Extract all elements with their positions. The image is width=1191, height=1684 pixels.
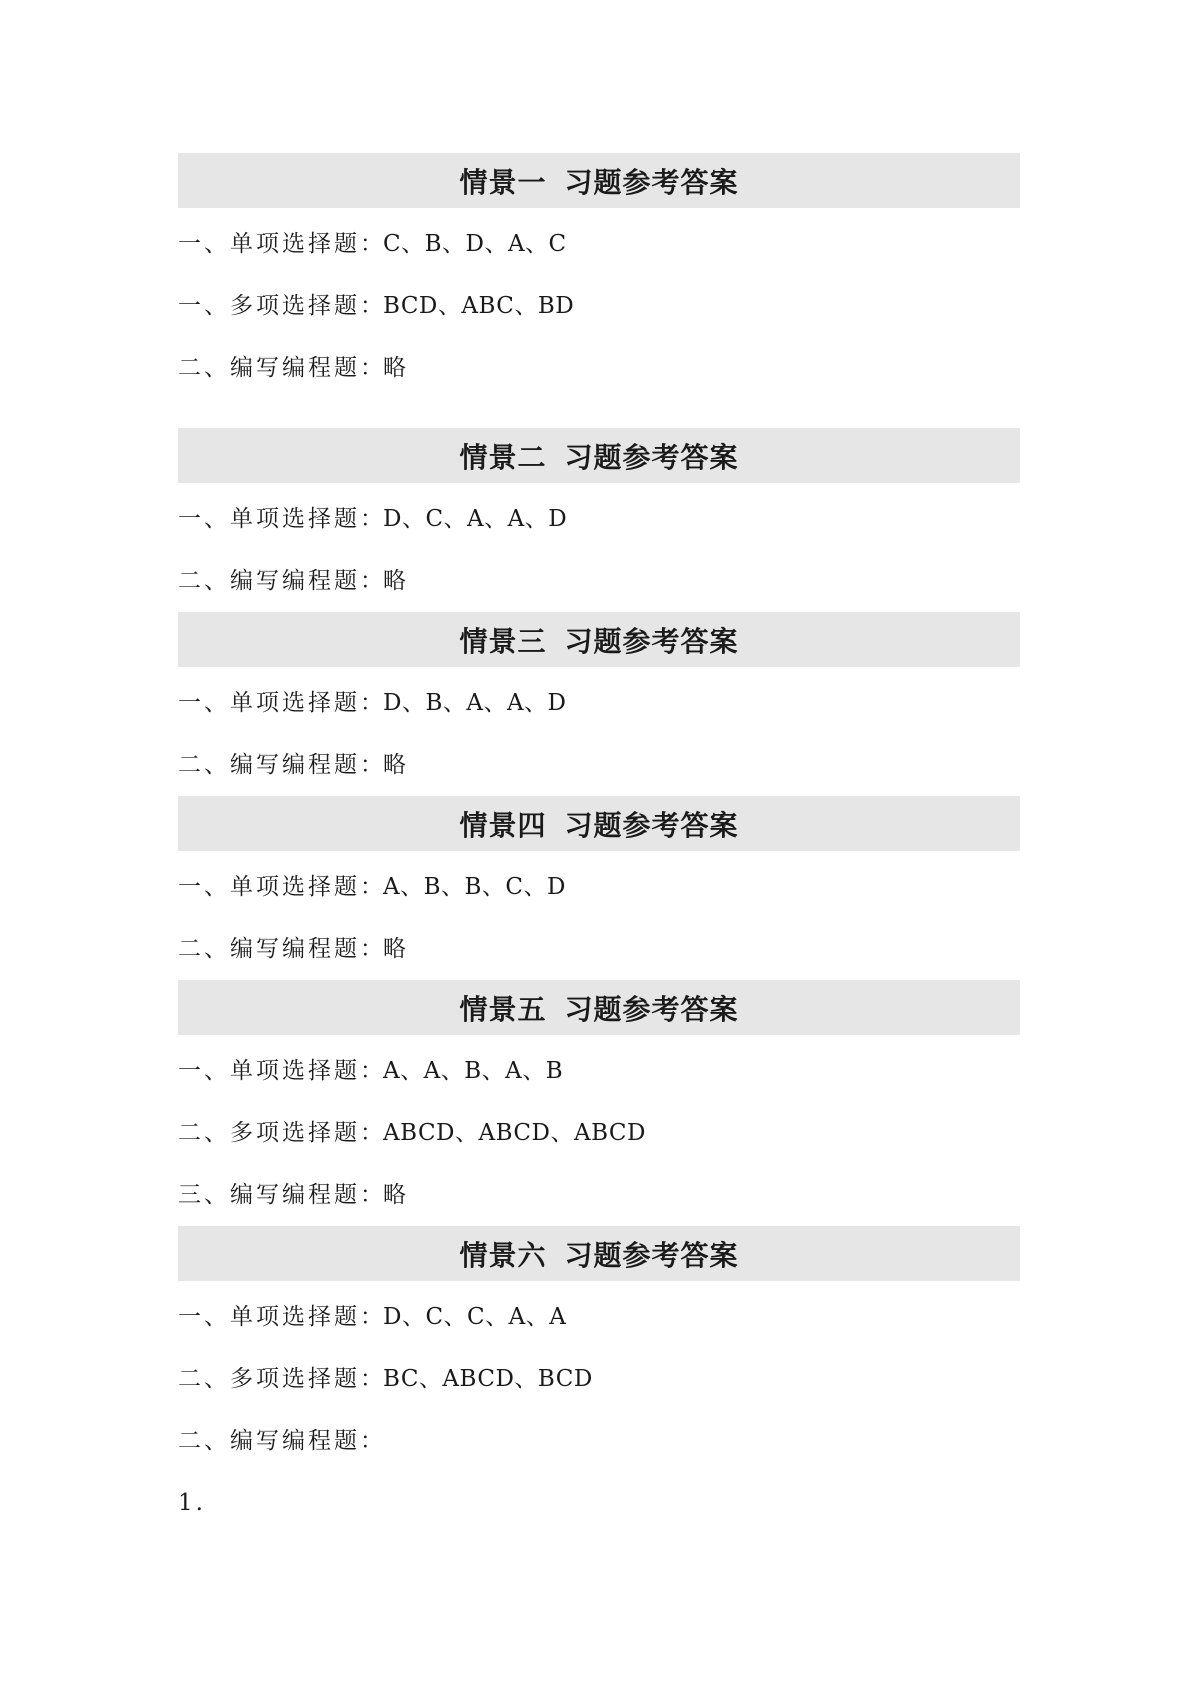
heading-scene: 情景二 [459,440,547,474]
answer-value: 略 [383,1182,407,1208]
answer-value: D、C、A、A、D [383,506,568,532]
section-heading [178,980,1020,1035]
answer-label: 一、单项选择题： [178,231,386,257]
answer-value: A、B、B、C、D [383,874,566,900]
heading-scene: 情景四 [459,808,547,842]
answer-value: BC、ABCD、BCD [383,1366,593,1392]
answer-line [178,1472,1020,1534]
answer-line [178,1164,1020,1226]
heading-title: 习题参考答案 [564,624,739,658]
heading-title: 习题参考答案 [564,992,739,1026]
answer-label: 二、编写编程题： [178,1428,386,1454]
answer-value: C、B、D、A、C [383,231,567,257]
section-heading [178,1226,1020,1281]
heading-scene: 情景三 [459,624,547,658]
answer-line [178,1410,1020,1472]
section-1 [178,153,1020,428]
answer-label: 二、多项选择题： [178,1120,386,1146]
answer-line [178,918,1020,980]
answer-label: 二、编写编程题： [178,752,386,778]
answer-line [178,337,1020,399]
heading-title: 习题参考答案 [564,440,739,474]
answer-label: 一、单项选择题： [178,690,386,716]
answer-line [178,1348,1020,1410]
heading-scene: 情景六 [459,1238,547,1272]
answer-label: 一、单项选择题： [178,1304,386,1330]
section-2 [178,428,1020,612]
answer-value: D、C、C、A、A [383,1304,567,1330]
answer-line [178,550,1020,612]
answer-value: 略 [383,568,407,594]
answer-value: 略 [383,936,407,962]
answer-line [178,213,1020,275]
answer-value: BCD、ABC、BD [383,293,575,319]
answer-line [178,1102,1020,1164]
answer-label: 一、单项选择题： [178,874,386,900]
answer-line [178,1040,1020,1102]
answer-value: 略 [383,752,407,778]
answer-line [178,488,1020,550]
answer-line [178,856,1020,918]
heading-scene: 情景一 [459,165,547,199]
answer-label: 二、多项选择题： [178,1366,386,1392]
answer-line [178,734,1020,796]
section-heading [178,796,1020,851]
answer-label: 一、单项选择题： [178,506,386,532]
answer-value: A、A、B、A、B [383,1058,564,1084]
heading-title: 习题参考答案 [564,1238,739,1272]
section-6 [178,1226,1020,1534]
answer-line [178,275,1020,337]
heading-title: 习题参考答案 [564,165,739,199]
section-4 [178,796,1020,980]
section-heading [178,153,1020,208]
answer-line [178,672,1020,734]
answer-label: 二、编写编程题： [178,355,386,381]
answer-label: 二、编写编程题： [178,568,386,594]
answer-label: 三、编写编程题： [178,1182,386,1208]
heading-scene: 情景五 [459,992,547,1026]
answer-value: 略 [383,355,407,381]
answer-label: 一、单项选择题： [178,1058,386,1084]
heading-title: 习题参考答案 [564,808,739,842]
answer-label: 1. [178,1490,206,1516]
answer-document [178,153,1020,1534]
answer-line [178,1286,1020,1348]
section-heading [178,612,1020,667]
section-5 [178,980,1020,1226]
answer-label: 二、编写编程题： [178,936,386,962]
section-heading [178,428,1020,483]
answer-label: 一、多项选择题： [178,293,386,319]
answer-value: D、B、A、A、D [383,690,567,716]
section-3 [178,612,1020,796]
answer-value: ABCD、ABCD、ABCD [383,1120,646,1146]
